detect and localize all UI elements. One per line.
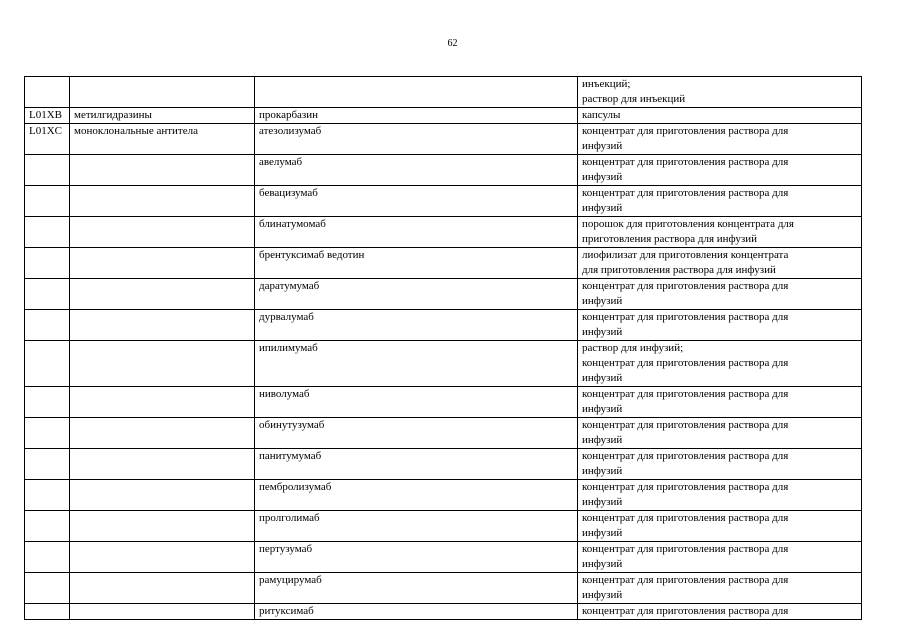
dosage-form-cell xyxy=(578,573,862,604)
dosage-form-line: концентрат для приготовления раствора для xyxy=(582,481,789,493)
dosage-form-line: инфузий xyxy=(582,140,623,152)
drug-name-cell: обинутузумаб xyxy=(255,418,578,449)
drug-name-cell: панитумумаб xyxy=(255,449,578,480)
table-row xyxy=(25,604,862,620)
dosage-form-line: раствор для инфузий; xyxy=(582,342,684,354)
group-cell xyxy=(70,310,255,341)
group-cell xyxy=(70,77,255,108)
atc-code-cell xyxy=(25,77,70,108)
drug-name-cell: пертузумаб xyxy=(255,542,578,573)
dosage-form-line: концентрат для приготовления раствора для xyxy=(582,280,789,292)
group-cell xyxy=(70,155,255,186)
table-row-l01xb xyxy=(25,108,862,124)
group-cell xyxy=(70,387,255,418)
atc-code-cell xyxy=(25,248,70,279)
table-row xyxy=(25,279,862,310)
atc-code-cell xyxy=(25,511,70,542)
dosage-form-cell xyxy=(578,480,862,511)
dosage-form-line: концентрат для приготовления раствора для xyxy=(582,357,789,369)
dosage-form-line: инфузий xyxy=(582,326,623,338)
group-cell xyxy=(70,217,255,248)
dosage-form-cell xyxy=(578,77,862,108)
atc-code-cell xyxy=(25,449,70,480)
dosage-form-line: инфузий xyxy=(582,295,623,307)
atc-code-cell xyxy=(25,155,70,186)
group-cell xyxy=(70,418,255,449)
group-cell xyxy=(70,449,255,480)
group-cell xyxy=(70,480,255,511)
table-row xyxy=(25,573,862,604)
group-cell xyxy=(70,279,255,310)
group-cell: метилгидразины xyxy=(70,108,255,124)
dosage-form-line: концентрат для приготовления раствора для xyxy=(582,311,789,323)
table-row xyxy=(25,155,862,186)
dosage-form-line: концентрат для приготовления раствора для xyxy=(582,187,789,199)
dosage-form-line: инфузий xyxy=(582,202,623,214)
continuation-row xyxy=(25,77,862,108)
table-row xyxy=(25,186,862,217)
group-cell xyxy=(70,573,255,604)
group-cell xyxy=(70,248,255,279)
atc-code-cell: L01XC xyxy=(25,124,70,155)
dosage-form-cell xyxy=(578,248,862,279)
table-row xyxy=(25,310,862,341)
atc-code-cell xyxy=(25,542,70,573)
table-row xyxy=(25,217,862,248)
atc-code-cell xyxy=(25,604,70,620)
table-row xyxy=(25,480,862,511)
atc-code-cell xyxy=(25,573,70,604)
dosage-form-cell xyxy=(578,279,862,310)
group-cell xyxy=(70,341,255,387)
table-row xyxy=(25,449,862,480)
drug-name-cell: прокарбазин xyxy=(255,108,578,124)
drug-name-cell: ритуксимаб xyxy=(255,604,578,620)
drug-name-cell: даратумумаб xyxy=(255,279,578,310)
dosage-form-line: концентрат для приготовления раствора для xyxy=(582,450,789,462)
drug-name-cell: пролголимаб xyxy=(255,511,578,542)
dosage-form-line: инфузий xyxy=(582,527,623,539)
dosage-form-cell xyxy=(578,604,862,620)
dosage-form-line: инфузий xyxy=(582,171,623,183)
drug-name-cell: дурвалумаб xyxy=(255,310,578,341)
table-row xyxy=(25,387,862,418)
table-row xyxy=(25,248,862,279)
group-cell xyxy=(70,511,255,542)
drug-name-cell: авелумаб xyxy=(255,155,578,186)
dosage-form-line: инфузий xyxy=(582,372,623,384)
atc-code-cell xyxy=(25,341,70,387)
drug-name-cell: рамуцирумаб xyxy=(255,573,578,604)
dosage-form-cell xyxy=(578,310,862,341)
dosage-form-line: инфузий xyxy=(582,589,623,601)
atc-code-cell xyxy=(25,217,70,248)
dosage-form-cell xyxy=(578,511,862,542)
dosage-form-cell xyxy=(578,124,862,155)
drug-name-cell: атезолизумаб xyxy=(255,124,578,155)
table-row xyxy=(25,511,862,542)
dosage-form-cell xyxy=(578,418,862,449)
dosage-form-line: концентрат для приготовления раствора для xyxy=(582,543,789,555)
dosage-form-line: инфузий xyxy=(582,403,623,415)
dosage-form-cell xyxy=(578,341,862,387)
dosage-form-line: инфузий xyxy=(582,496,623,508)
dosage-form-cell xyxy=(578,186,862,217)
dosage-form-line: лиофилизат для приготовления концентрата xyxy=(582,249,789,261)
dosage-form-line: инфузий xyxy=(582,434,623,446)
table-row xyxy=(25,341,862,387)
table-row xyxy=(25,418,862,449)
group-cell: моноклональные антитела xyxy=(70,124,255,155)
group-cell xyxy=(70,542,255,573)
table-row xyxy=(25,124,862,155)
page-number: 62 xyxy=(447,38,458,49)
dosage-form-line: инъекций; xyxy=(582,78,631,90)
table-row xyxy=(25,542,862,573)
atc-code-cell xyxy=(25,418,70,449)
atc-code-cell xyxy=(25,279,70,310)
dosage-form-line: концентрат для приготовления раствора для xyxy=(582,125,789,137)
drug-name-cell: блинатумомаб xyxy=(255,217,578,248)
group-cell xyxy=(70,186,255,217)
dosage-form-line: концентрат для приготовления раствора для xyxy=(582,512,789,524)
drug-name-cell: ипилимумаб xyxy=(255,341,578,387)
atc-code-cell xyxy=(25,480,70,511)
dosage-form-line: для приготовления раствора для инфузий xyxy=(582,264,776,276)
atc-code-cell xyxy=(25,387,70,418)
drug-name-cell: пембролизумаб xyxy=(255,480,578,511)
medication-table xyxy=(24,76,862,620)
dosage-form-cell xyxy=(578,387,862,418)
dosage-form-line: концентрат для приготовления раствора для xyxy=(582,156,789,168)
dosage-form-cell xyxy=(578,155,862,186)
dosage-form-line: концентрат для приготовления раствора для xyxy=(582,388,789,400)
medication-table-body xyxy=(25,77,862,620)
dosage-form-line: концентрат для приготовления раствора для xyxy=(582,419,789,431)
dosage-form-line: инфузий xyxy=(582,465,623,477)
dosage-form-cell xyxy=(578,217,862,248)
dosage-form-cell: капсулы xyxy=(578,108,862,124)
dosage-form-line: инфузий xyxy=(582,558,623,570)
dosage-form-line: концентрат для приготовления раствора для xyxy=(582,574,789,586)
dosage-form-line: раствор для инъекций xyxy=(582,93,686,105)
drug-name-cell xyxy=(255,77,578,108)
dosage-form-line: приготовления раствора для инфузий xyxy=(582,233,757,245)
group-cell xyxy=(70,604,255,620)
atc-code-cell xyxy=(25,310,70,341)
drug-name-cell: ниволумаб xyxy=(255,387,578,418)
atc-code-cell: L01XB xyxy=(25,108,70,124)
dosage-form-line: порошок для приготовления концентрата для xyxy=(582,218,794,230)
drug-name-cell: брентуксимаб ведотин xyxy=(255,248,578,279)
drug-name-cell: бевацизумаб xyxy=(255,186,578,217)
dosage-form-cell xyxy=(578,449,862,480)
dosage-form-cell xyxy=(578,542,862,573)
dosage-form-line: концентрат для приготовления раствора для xyxy=(582,605,789,617)
atc-code-cell xyxy=(25,186,70,217)
